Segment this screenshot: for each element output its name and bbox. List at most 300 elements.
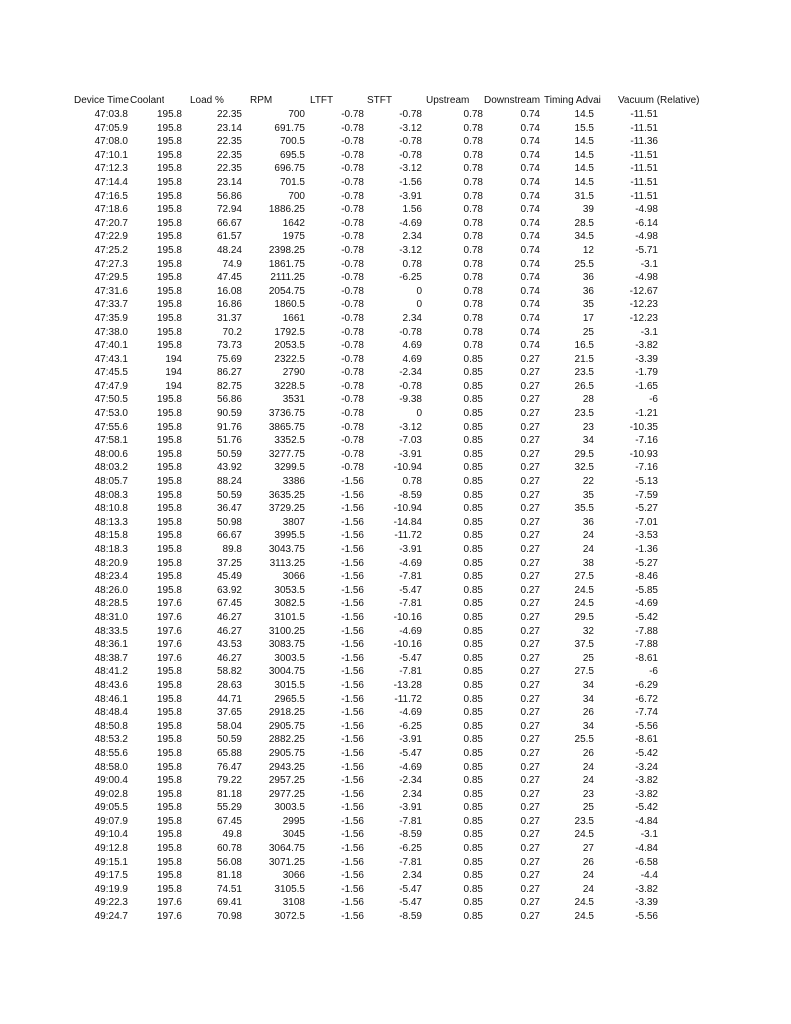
cell-coolant: 195.8 xyxy=(156,435,182,447)
cell-downstream: 0.27 xyxy=(520,883,540,895)
cell-stft: 0 xyxy=(416,299,422,311)
cell-vacuum: -3.82 xyxy=(635,883,658,895)
cell-coolant: 195.8 xyxy=(156,856,182,868)
table-row xyxy=(74,190,694,204)
cell-load: 49.8 xyxy=(222,829,242,841)
cell-rpm: 2398.25 xyxy=(268,244,305,256)
table-row xyxy=(74,380,694,394)
cell-coolant: 195.8 xyxy=(156,408,182,420)
table-row xyxy=(74,122,694,136)
cell-load: 55.29 xyxy=(216,802,242,814)
cell-time: 49:00.4 xyxy=(94,775,128,787)
cell-time: 47:29.5 xyxy=(94,272,128,284)
cell-upstream: 0.85 xyxy=(463,679,483,691)
cell-stft: -7.81 xyxy=(399,571,422,583)
cell-upstream: 0.78 xyxy=(463,340,483,352)
cell-downstream: 0.74 xyxy=(520,340,540,352)
cell-coolant: 195.8 xyxy=(156,815,182,827)
cell-ltft: -0.78 xyxy=(341,244,364,256)
cell-coolant: 195.8 xyxy=(156,516,182,528)
cell-load: 22.35 xyxy=(216,149,242,161)
cell-time: 48:53.2 xyxy=(94,734,128,746)
cell-stft: -6.25 xyxy=(399,272,422,284)
cell-load: 23.14 xyxy=(216,176,242,188)
cell-coolant: 197.6 xyxy=(156,639,182,651)
cell-timing: 17 xyxy=(582,312,594,324)
cell-time: 48:55.6 xyxy=(94,747,128,759)
cell-time: 47:45.5 xyxy=(94,367,128,379)
table-row xyxy=(74,339,694,353)
cell-upstream: 0.78 xyxy=(463,204,483,216)
cell-time: 47:08.0 xyxy=(94,136,128,148)
cell-rpm: 3108 xyxy=(282,897,305,909)
cell-vacuum: -11.51 xyxy=(630,163,658,175)
cell-time: 47:12.3 xyxy=(94,163,128,175)
cell-upstream: 0.85 xyxy=(463,462,483,474)
cell-upstream: 0.85 xyxy=(463,489,483,501)
cell-coolant: 195.8 xyxy=(156,503,182,515)
cell-stft: -3.91 xyxy=(399,448,422,460)
cell-rpm: 1860.5 xyxy=(274,299,305,311)
cell-vacuum: -5.56 xyxy=(635,911,658,923)
cell-timing: 37.5 xyxy=(574,639,594,651)
cell-stft: -7.03 xyxy=(399,435,422,447)
cell-downstream: 0.27 xyxy=(520,679,540,691)
cell-time: 49:02.8 xyxy=(94,788,128,800)
cell-timing: 25 xyxy=(582,652,594,664)
cell-downstream: 0.27 xyxy=(520,448,540,460)
cell-coolant: 195.8 xyxy=(156,666,182,678)
cell-vacuum: -1.21 xyxy=(635,408,658,420)
cell-vacuum: -6.29 xyxy=(635,679,658,691)
cell-time: 47:20.7 xyxy=(94,217,128,229)
cell-vacuum: -11.51 xyxy=(630,149,658,161)
cell-upstream: 0.85 xyxy=(463,380,483,392)
cell-time: 48:46.1 xyxy=(94,693,128,705)
cell-vacuum: -1.79 xyxy=(635,367,658,379)
cell-ltft: -1.56 xyxy=(341,734,364,746)
cell-load: 22.35 xyxy=(216,109,242,120)
cell-stft: -0.78 xyxy=(399,326,422,338)
cell-time: 47:55.6 xyxy=(94,421,128,433)
cell-ltft: -1.56 xyxy=(341,856,364,868)
cell-time: 48:08.3 xyxy=(94,489,128,501)
table-row xyxy=(74,570,694,584)
cell-downstream: 0.27 xyxy=(520,516,540,528)
cell-stft: -11.72 xyxy=(394,693,422,705)
cell-stft: -3.91 xyxy=(399,190,422,202)
cell-upstream: 0.85 xyxy=(463,856,483,868)
cell-stft: 4.69 xyxy=(402,353,422,365)
cell-downstream: 0.27 xyxy=(520,815,540,827)
cell-ltft: -0.78 xyxy=(341,109,364,120)
table-row xyxy=(74,774,694,788)
cell-coolant: 195.8 xyxy=(156,544,182,555)
cell-timing: 24 xyxy=(582,544,594,555)
cell-downstream: 0.27 xyxy=(520,462,540,474)
cell-stft: -3.12 xyxy=(399,421,422,433)
cell-load: 63.92 xyxy=(216,584,242,596)
header-downstream: Downstream xyxy=(484,95,541,106)
cell-stft: -6.25 xyxy=(399,843,422,855)
table-row xyxy=(74,475,694,489)
cell-coolant: 195.8 xyxy=(156,775,182,787)
table-row xyxy=(74,638,694,652)
cell-rpm: 2995 xyxy=(282,815,305,827)
table-row xyxy=(74,733,694,747)
cell-load: 69.41 xyxy=(216,897,242,909)
header-vacuum: Vacuum (Relative) xyxy=(618,95,700,106)
cell-stft: -14.84 xyxy=(393,516,422,528)
cell-stft: -7.81 xyxy=(399,856,422,868)
cell-timing: 21.5 xyxy=(574,353,594,365)
cell-coolant: 195.8 xyxy=(156,231,182,243)
cell-downstream: 0.74 xyxy=(520,258,540,270)
cell-stft: -7.81 xyxy=(399,598,422,610)
cell-downstream: 0.27 xyxy=(520,870,540,882)
cell-rpm: 3100.25 xyxy=(268,625,305,637)
cell-ltft: -0.78 xyxy=(341,448,364,460)
cell-rpm: 3066 xyxy=(282,571,305,583)
cell-load: 31.37 xyxy=(216,312,242,324)
cell-rpm: 3531 xyxy=(282,394,305,406)
cell-timing: 26 xyxy=(582,856,594,868)
table-row xyxy=(74,502,694,516)
cell-upstream: 0.85 xyxy=(463,707,483,719)
cell-coolant: 195.8 xyxy=(156,584,182,596)
cell-vacuum: -12.23 xyxy=(629,312,658,324)
cell-stft: -4.69 xyxy=(399,761,422,773)
cell-ltft: -0.78 xyxy=(341,380,364,392)
cell-timing: 35 xyxy=(582,299,594,311)
cell-downstream: 0.27 xyxy=(520,761,540,773)
header-coolant: Coolant xyxy=(130,95,165,106)
cell-coolant: 195.8 xyxy=(156,163,182,175)
cell-upstream: 0.85 xyxy=(463,611,483,623)
cell-coolant: 197.6 xyxy=(156,911,182,923)
cell-timing: 36 xyxy=(582,516,594,528)
cell-timing: 25 xyxy=(582,802,594,814)
table-row xyxy=(74,434,694,448)
table-row xyxy=(74,217,694,231)
cell-downstream: 0.27 xyxy=(520,720,540,732)
cell-time: 48:00.6 xyxy=(94,448,128,460)
cell-timing: 23 xyxy=(582,788,594,800)
cell-rpm: 3277.75 xyxy=(268,448,305,460)
cell-downstream: 0.74 xyxy=(520,190,540,202)
cell-upstream: 0.78 xyxy=(463,217,483,229)
cell-rpm: 701.5 xyxy=(279,176,305,188)
cell-coolant: 195.8 xyxy=(156,109,182,120)
cell-coolant: 195.8 xyxy=(156,136,182,148)
cell-downstream: 0.27 xyxy=(520,353,540,365)
cell-coolant: 195.8 xyxy=(156,720,182,732)
cell-coolant: 195.8 xyxy=(156,788,182,800)
cell-upstream: 0.85 xyxy=(463,598,483,610)
cell-upstream: 0.78 xyxy=(463,231,483,243)
cell-time: 47:53.0 xyxy=(94,408,128,420)
cell-load: 51.76 xyxy=(216,435,242,447)
cell-time: 48:10.8 xyxy=(94,503,128,515)
header-row xyxy=(74,94,700,108)
cell-rpm: 3101.5 xyxy=(274,611,305,623)
cell-load: 56.86 xyxy=(216,190,242,202)
cell-time: 49:10.4 xyxy=(94,829,128,841)
cell-rpm: 2965.5 xyxy=(274,693,305,705)
cell-load: 86.27 xyxy=(216,367,242,379)
cell-downstream: 0.74 xyxy=(520,244,540,256)
cell-rpm: 2943.25 xyxy=(268,761,305,773)
cell-vacuum: -7.01 xyxy=(635,516,658,528)
cell-vacuum: -11.51 xyxy=(630,190,658,202)
cell-stft: -0.78 xyxy=(399,380,422,392)
cell-timing: 24 xyxy=(582,530,594,542)
cell-vacuum: -6 xyxy=(649,394,658,406)
cell-ltft: -0.78 xyxy=(341,163,364,175)
cell-timing: 24 xyxy=(582,870,594,882)
cell-stft: -3.12 xyxy=(399,244,422,256)
header-device-time: Device Time xyxy=(74,95,130,106)
cell-time: 49:19.9 xyxy=(94,883,128,895)
cell-rpm: 3043.75 xyxy=(268,544,305,555)
cell-load: 74.51 xyxy=(216,883,242,895)
cell-timing: 15.5 xyxy=(574,122,594,134)
cell-load: 66.67 xyxy=(216,530,242,542)
cell-timing: 29.5 xyxy=(574,611,594,623)
cell-downstream: 0.27 xyxy=(520,598,540,610)
cell-downstream: 0.27 xyxy=(520,856,540,868)
cell-rpm: 3004.75 xyxy=(268,666,305,678)
cell-rpm: 2977.25 xyxy=(268,788,305,800)
cell-stft: 0 xyxy=(416,285,422,297)
cell-upstream: 0.85 xyxy=(463,829,483,841)
cell-downstream: 0.74 xyxy=(520,326,540,338)
cell-ltft: -1.56 xyxy=(341,544,364,555)
cell-ltft: -0.78 xyxy=(341,258,364,270)
cell-timing: 36 xyxy=(582,272,594,284)
cell-coolant: 195.8 xyxy=(156,394,182,406)
cell-vacuum: -4.69 xyxy=(635,598,658,610)
cell-stft: -5.47 xyxy=(399,747,422,759)
table-row xyxy=(74,720,694,734)
cell-vacuum: -7.74 xyxy=(635,707,658,719)
cell-timing: 14.5 xyxy=(574,109,594,120)
cell-upstream: 0.85 xyxy=(463,448,483,460)
cell-time: 48:13.3 xyxy=(94,516,128,528)
cell-upstream: 0.85 xyxy=(463,530,483,542)
cell-stft: 0 xyxy=(416,408,422,420)
cell-stft: 2.34 xyxy=(402,870,422,882)
cell-upstream: 0.85 xyxy=(463,897,483,909)
cell-ltft: -0.78 xyxy=(341,340,364,352)
cell-stft: -4.69 xyxy=(399,625,422,637)
cell-timing: 39 xyxy=(582,204,594,216)
cell-coolant: 195.8 xyxy=(156,258,182,270)
cell-upstream: 0.85 xyxy=(463,394,483,406)
cell-timing: 14.5 xyxy=(574,149,594,161)
cell-load: 72.94 xyxy=(216,204,242,216)
cell-load: 90.59 xyxy=(216,408,242,420)
cell-upstream: 0.78 xyxy=(463,272,483,284)
cell-rpm: 691.75 xyxy=(274,122,305,134)
cell-stft: -3.91 xyxy=(399,734,422,746)
header-timing-advance: Timing Advai xyxy=(544,95,601,106)
cell-coolant: 197.6 xyxy=(156,897,182,909)
cell-load: 46.27 xyxy=(216,625,242,637)
cell-downstream: 0.27 xyxy=(520,707,540,719)
cell-load: 37.65 xyxy=(216,707,242,719)
cell-downstream: 0.74 xyxy=(520,109,540,120)
cell-timing: 24 xyxy=(582,775,594,787)
cell-downstream: 0.27 xyxy=(520,408,540,420)
cell-vacuum: -3.82 xyxy=(635,340,658,352)
cell-rpm: 2054.75 xyxy=(268,285,305,297)
cell-downstream: 0.27 xyxy=(520,611,540,623)
cell-upstream: 0.78 xyxy=(463,136,483,148)
cell-time: 49:05.5 xyxy=(94,802,128,814)
cell-ltft: -1.56 xyxy=(341,652,364,664)
cell-stft: -3.91 xyxy=(399,802,422,814)
cell-coolant: 195.8 xyxy=(156,870,182,882)
cell-load: 75.69 xyxy=(216,353,242,365)
cell-vacuum: -3.82 xyxy=(635,775,658,787)
cell-coolant: 195.8 xyxy=(156,489,182,501)
cell-upstream: 0.85 xyxy=(463,435,483,447)
cell-ltft: -1.56 xyxy=(341,883,364,895)
cell-time: 47:50.5 xyxy=(94,394,128,406)
cell-vacuum: -6 xyxy=(649,666,658,678)
table-row xyxy=(74,625,694,639)
cell-downstream: 0.74 xyxy=(520,299,540,311)
cell-upstream: 0.78 xyxy=(463,326,483,338)
cell-ltft: -1.56 xyxy=(341,489,364,501)
cell-downstream: 0.74 xyxy=(520,312,540,324)
cell-vacuum: -7.16 xyxy=(635,462,658,474)
cell-vacuum: -5.85 xyxy=(635,584,658,596)
cell-load: 60.78 xyxy=(216,843,242,855)
cell-vacuum: -5.42 xyxy=(635,802,658,814)
cell-vacuum: -5.56 xyxy=(635,720,658,732)
cell-stft: -10.16 xyxy=(393,639,422,651)
cell-coolant: 195.8 xyxy=(156,802,182,814)
cell-coolant: 195.8 xyxy=(156,707,182,719)
cell-time: 48:26.0 xyxy=(94,584,128,596)
cell-upstream: 0.78 xyxy=(463,312,483,324)
cell-upstream: 0.85 xyxy=(463,734,483,746)
cell-time: 48:41.2 xyxy=(94,666,128,678)
table-row xyxy=(74,679,694,693)
cell-vacuum: -10.93 xyxy=(629,448,658,460)
cell-upstream: 0.85 xyxy=(463,666,483,678)
cell-vacuum: -8.61 xyxy=(635,734,658,746)
cell-coolant: 194 xyxy=(165,353,182,365)
cell-load: 74.9 xyxy=(222,258,242,270)
cell-timing: 34 xyxy=(582,679,594,691)
cell-coolant: 197.6 xyxy=(156,598,182,610)
cell-downstream: 0.74 xyxy=(520,204,540,216)
cell-load: 67.45 xyxy=(216,815,242,827)
cell-load: 23.14 xyxy=(216,122,242,134)
cell-time: 47:40.1 xyxy=(94,340,128,352)
cell-stft: -5.47 xyxy=(399,652,422,664)
cell-downstream: 0.27 xyxy=(520,584,540,596)
cell-time: 48:18.3 xyxy=(94,544,128,555)
cell-ltft: -1.56 xyxy=(341,870,364,882)
cell-timing: 26 xyxy=(582,707,594,719)
cell-ltft: -0.78 xyxy=(341,122,364,134)
cell-timing: 12 xyxy=(582,244,594,256)
cell-downstream: 0.27 xyxy=(520,571,540,583)
cell-upstream: 0.85 xyxy=(463,544,483,555)
cell-downstream: 0.74 xyxy=(520,217,540,229)
table-row xyxy=(74,529,694,543)
cell-timing: 23.5 xyxy=(574,815,594,827)
table-row xyxy=(74,584,694,598)
cell-downstream: 0.74 xyxy=(520,176,540,188)
table-row xyxy=(74,203,694,217)
cell-timing: 32.5 xyxy=(574,462,594,474)
cell-coolant: 195.8 xyxy=(156,176,182,188)
cell-coolant: 195.8 xyxy=(156,272,182,284)
cell-timing: 16.5 xyxy=(574,340,594,352)
cell-rpm: 700 xyxy=(288,190,305,202)
cell-rpm: 3064.75 xyxy=(268,843,305,855)
cell-vacuum: -10.35 xyxy=(629,421,658,433)
cell-downstream: 0.27 xyxy=(520,747,540,759)
cell-ltft: -1.56 xyxy=(341,679,364,691)
cell-stft: -9.38 xyxy=(399,394,422,406)
cell-vacuum: -6.58 xyxy=(635,856,658,868)
cell-coolant: 197.6 xyxy=(156,611,182,623)
cell-load: 82.75 xyxy=(216,380,242,392)
table-row xyxy=(74,815,694,829)
cell-coolant: 194 xyxy=(165,380,182,392)
cell-stft: -4.69 xyxy=(399,707,422,719)
cell-timing: 26.5 xyxy=(574,380,594,392)
cell-upstream: 0.85 xyxy=(463,788,483,800)
cell-time: 47:27.3 xyxy=(94,258,128,270)
cell-stft: -7.81 xyxy=(399,666,422,678)
cell-stft: -3.12 xyxy=(399,122,422,134)
table-row xyxy=(74,258,694,272)
cell-load: 88.24 xyxy=(216,476,242,488)
cell-load: 22.35 xyxy=(216,163,242,175)
cell-stft: -8.59 xyxy=(399,911,422,923)
cell-rpm: 695.5 xyxy=(279,149,305,161)
cell-coolant: 195.8 xyxy=(156,571,182,583)
cell-upstream: 0.85 xyxy=(463,367,483,379)
table-row xyxy=(74,312,694,326)
table-row xyxy=(74,557,694,571)
table-row xyxy=(74,244,694,258)
cell-ltft: -1.56 xyxy=(341,815,364,827)
cell-rpm: 2905.75 xyxy=(268,747,305,759)
cell-ltft: -0.78 xyxy=(341,435,364,447)
cell-time: 48:23.4 xyxy=(94,571,128,583)
cell-downstream: 0.27 xyxy=(520,802,540,814)
cell-coolant: 195.8 xyxy=(156,476,182,488)
cell-downstream: 0.74 xyxy=(520,285,540,297)
header-load: Load % xyxy=(190,95,224,106)
cell-time: 48:38.7 xyxy=(94,652,128,664)
cell-ltft: -1.56 xyxy=(341,611,364,623)
cell-rpm: 2905.75 xyxy=(268,720,305,732)
cell-stft: -5.47 xyxy=(399,897,422,909)
cell-rpm: 3003.5 xyxy=(274,652,305,664)
cell-vacuum: -3.24 xyxy=(635,761,658,773)
cell-upstream: 0.85 xyxy=(463,802,483,814)
cell-upstream: 0.78 xyxy=(463,176,483,188)
